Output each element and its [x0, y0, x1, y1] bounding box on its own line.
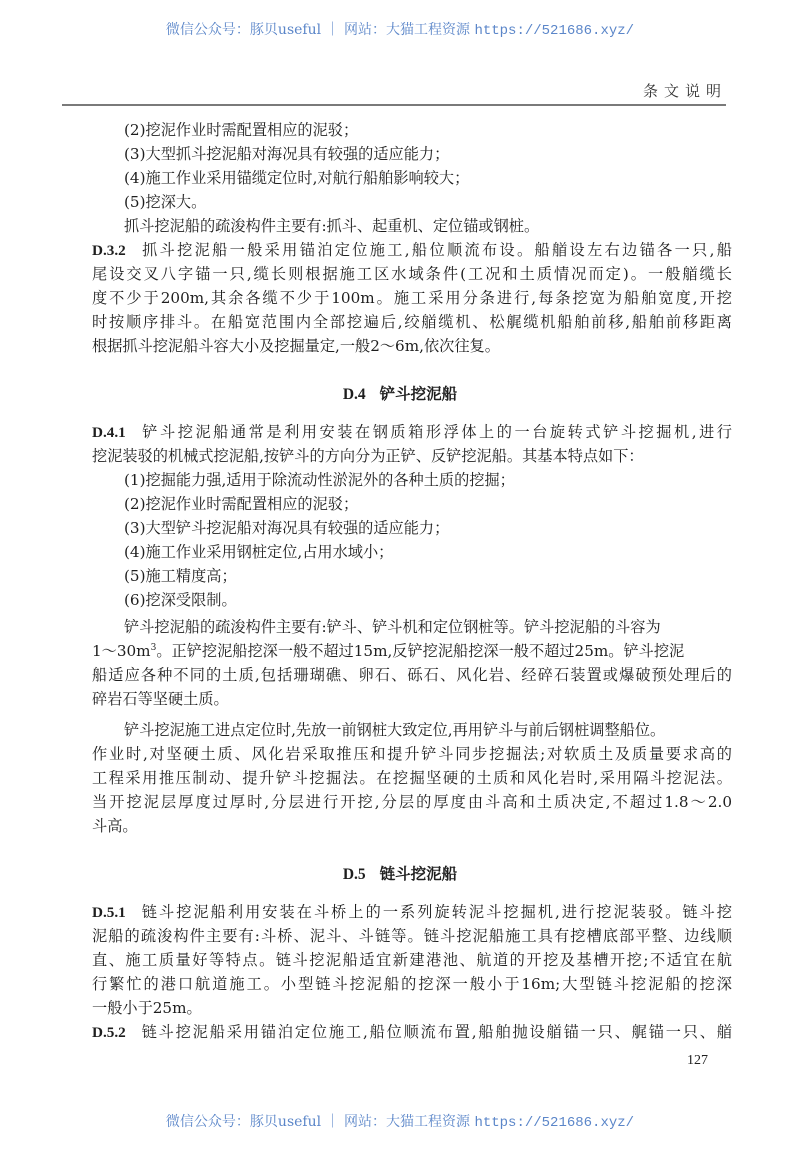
- watermark-text: 微信公众号：豚贝useful ｜ 网站：大猫工程资源: [165, 1114, 475, 1130]
- paragraph-line: 碎岩石等坚硬土质。: [92, 690, 229, 708]
- header-rule: [62, 104, 726, 106]
- running-head: 条文说明: [642, 82, 727, 100]
- watermark-top: [0, 19, 800, 39]
- paragraph-line: 链斗挖泥船利用安装在斗桥上的一系列旋转泥斗挖掘机,进行挖泥装驳。链斗挖: [139, 903, 732, 921]
- paragraph-line: 挖泥装驳的机械式挖泥船,按铲斗的方向分为正铲、反铲挖泥船。其基本特点如下：: [92, 447, 644, 465]
- watermark-bottom: [0, 1111, 800, 1131]
- clause-number: D.5.2: [92, 1024, 126, 1041]
- watermark-url: https://521686.xyz/: [474, 1115, 635, 1131]
- list-item: (4)施工作业采用锚缆定位时,对航行船舶影响较大；: [124, 169, 470, 187]
- paragraph-line: 铲斗挖泥船的疏浚构件主要有:铲斗、铲斗机和定位钢桩等。铲斗挖泥船的斗容为: [124, 618, 661, 636]
- list-item: (4)施工作业采用钢桩定位,占用水域小；: [124, 543, 394, 561]
- superscript: 3: [150, 642, 157, 653]
- text: 1～30m: [92, 642, 151, 660]
- list-item: (6)挖深受限制。: [124, 591, 237, 609]
- paragraph-line: 当开挖泥层厚度过厚时,分层进行开挖,分层的厚度由斗高和土质决定,不超过1.8～2.0: [92, 793, 732, 811]
- list-item: (2)挖泥作业时需配置相应的泥驳；: [124, 121, 359, 139]
- paragraph-line: 一般小于25m。: [92, 999, 202, 1017]
- clause-d51: [92, 900, 732, 925]
- section-heading-d4: [0, 382, 800, 404]
- list-item: (5)施工精度高；: [124, 567, 237, 585]
- paragraph-line: 铲斗挖泥船通常是利用安装在钢质箱形浮体上的一台旋转式铲斗挖掘机,进行: [139, 423, 732, 441]
- section-heading-d5: [0, 862, 800, 884]
- paragraph-line: 抓斗挖泥船的疏浚构件主要有:抓斗、起重机、定位锚或钢桩。: [124, 217, 540, 235]
- paragraph-line: 根据抓斗挖泥船斗容大小及挖掘量定,一般2～6m,依次往复。: [92, 337, 500, 355]
- clause-number: D.5.1: [92, 904, 126, 921]
- list-item: (3)大型铲斗挖泥船对海况具有较强的适应能力；: [124, 519, 450, 537]
- paragraph-line: [92, 639, 732, 663]
- paragraph-line: 时按顺序排斗。在船宽范围内全部挖遍后,绞艏缆机、松艉缆机船舶前移,船舶前移距离: [92, 313, 732, 331]
- clause-d32: [92, 238, 732, 263]
- section-title: 铲斗挖泥船: [379, 384, 458, 403]
- paragraph-line: 泥船的疏浚构件主要有:斗桥、泥斗、斗链等。链斗挖泥船施工具有挖槽底部平整、边线顺: [92, 927, 732, 945]
- clause-d52: [92, 1020, 732, 1045]
- paragraph-line: 抓斗挖泥船一般采用锚泊定位施工,船位顺流布设。船艏设左右边锚各一只,船: [139, 241, 732, 259]
- section-number: D.5: [342, 866, 366, 883]
- page-number: 127: [687, 1053, 708, 1068]
- paragraph-line: 尾设交叉八字锚一只,缆长则根据施工区水域条件(工况和土质情况而定)。一般艏缆长: [92, 265, 732, 283]
- list-item: (1)挖掘能力强,适用于除流动性淤泥外的各种土质的挖掘；: [124, 471, 515, 489]
- paragraph-line: 度不少于200m,其余各缆不少于100m。施工采用分条进行,每条挖宽为船舶宽度,开挖: [92, 289, 732, 307]
- section-number: D.4: [342, 386, 366, 403]
- list-item: (5)挖深大。: [124, 193, 207, 211]
- paragraph-line: 斗高。: [92, 817, 138, 835]
- clause-d41: [92, 420, 732, 445]
- clause-number: D.3.2: [92, 242, 126, 259]
- list-item: (2)挖泥作业时需配置相应的泥驳；: [124, 495, 359, 513]
- paragraph-line: 作业时,对坚硬土质、风化岩采取推压和提升铲斗同步挖掘法;对软质土及质量要求高的: [92, 745, 732, 763]
- watermark-text: 微信公众号：豚贝useful ｜ 网站：大猫工程资源: [165, 22, 475, 38]
- watermark-url: https://521686.xyz/: [474, 23, 635, 39]
- paragraph-line: 铲斗挖泥施工进点定位时,先放一前钢桩大致定位,再用铲斗与前后钢桩调整船位。: [124, 721, 666, 739]
- text: 。正铲挖泥船挖深一般不超过15m,反铲挖泥船挖深一般不超过25m。铲斗挖泥: [156, 642, 685, 660]
- paragraph-line: 链斗挖泥船采用锚泊定位施工,船位顺流布置,船舶抛设艏锚一只、艉锚一只、艏: [139, 1023, 732, 1041]
- paragraph-line: 行繁忙的港口航道施工。小型链斗挖泥船的挖深一般小于16m;大型链斗挖泥船的挖深: [92, 975, 732, 993]
- paragraph-line: 直、施工质量好等特点。链斗挖泥船适宜新建港池、航道的开挖及基槽开挖;不适宜在航: [92, 951, 732, 969]
- paragraph-line: 工程采用推压制动、提升铲斗挖掘法。在挖掘坚硬的土质和风化岩时,采用隔斗挖泥法。: [92, 769, 732, 787]
- clause-number: D.4.1: [92, 424, 126, 441]
- list-item: (3)大型抓斗挖泥船对海况具有较强的适应能力；: [124, 145, 450, 163]
- section-title: 链斗挖泥船: [379, 864, 458, 883]
- paragraph-line: 船适应各种不同的土质,包括珊瑚礁、卵石、砾石、风化岩、经碎石装置或爆破预处理后的: [92, 666, 732, 684]
